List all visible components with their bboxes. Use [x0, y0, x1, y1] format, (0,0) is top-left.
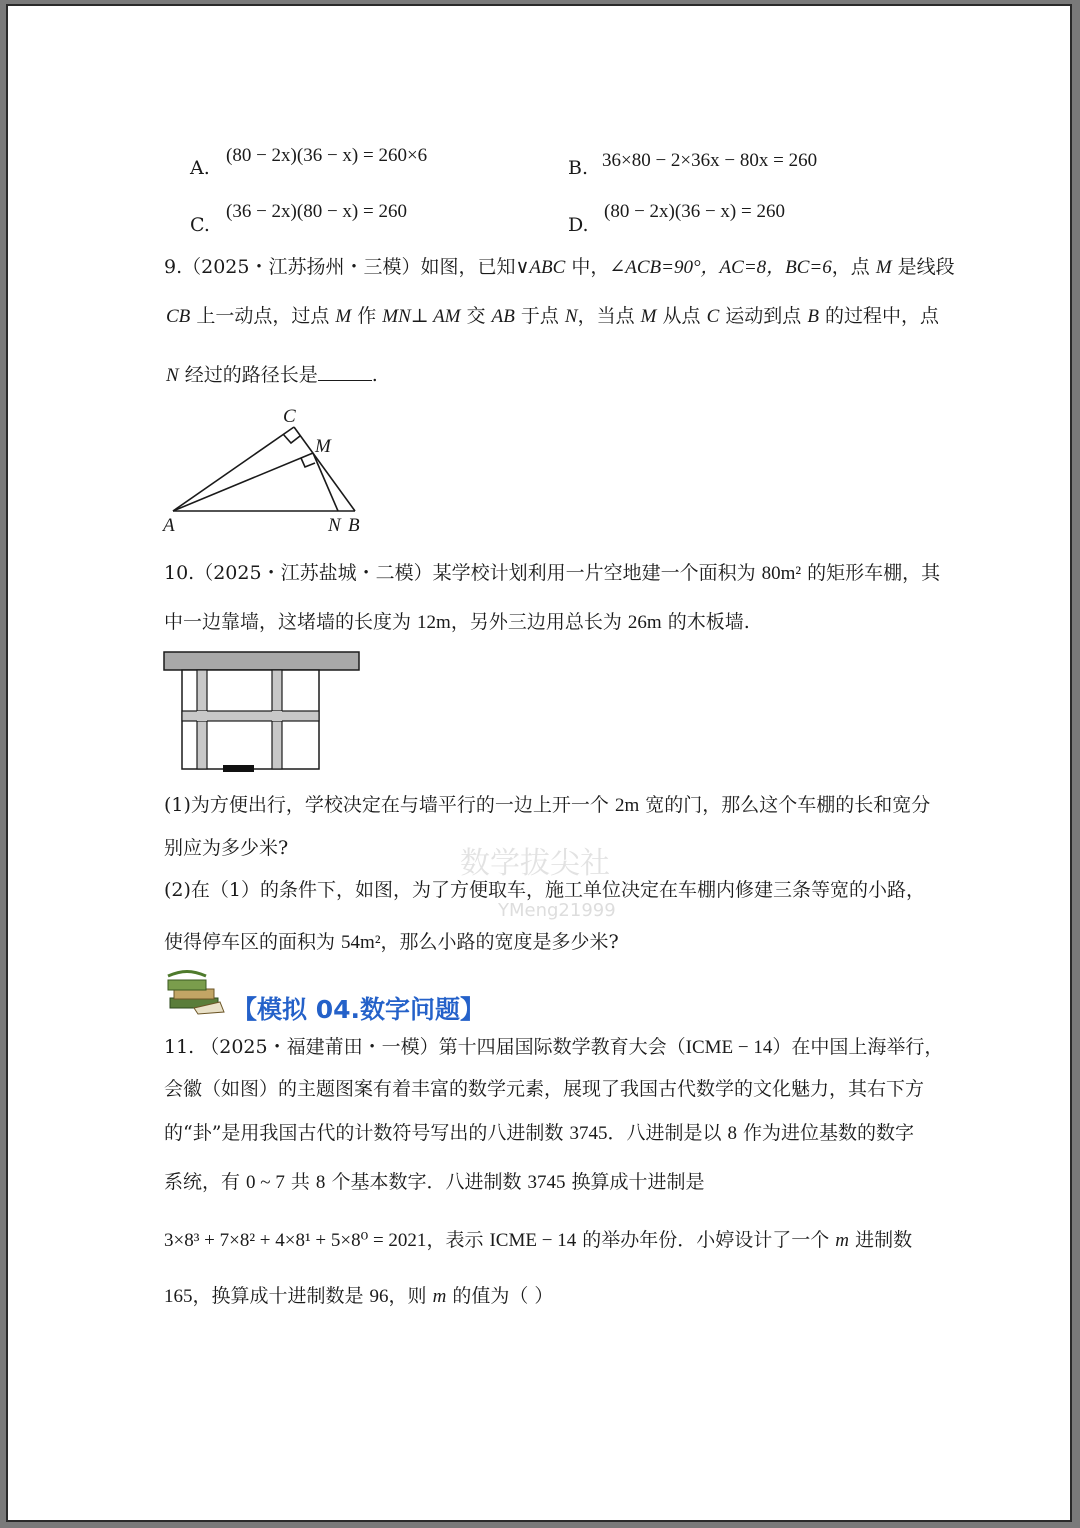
- option-d-letter: D.: [568, 214, 589, 236]
- label-m: M: [315, 436, 331, 457]
- option-a-expression: (80 − 2x)(36 − x) = 260×6: [226, 145, 428, 166]
- question-10-part-1-line-2: 别应为多少米?: [164, 837, 289, 859]
- question-11-line-6: 165，换算成十进制数是 96，则 m 的值为（ ）: [164, 1285, 554, 1307]
- question-10-line-1: 10.（2025・江苏盐城・二模）某学校计划利用一片空地建一个面积为 80m² 的矩形车棚，其: [164, 562, 941, 584]
- question-10-part-2-line-2: 使得停车区的面积为 54m²，那么小路的宽度是多少米?: [164, 931, 619, 953]
- option-a-letter: A.: [190, 157, 210, 179]
- books-icon: [164, 968, 226, 1016]
- triangle-figure: [160, 400, 380, 540]
- question-10-line-2: 中一边靠墙，这堵墙的长度为 12m，另外三边用总长为 26m 的木板墙.: [164, 611, 750, 633]
- label-a: A: [163, 515, 175, 536]
- watermark-text: 数学拔尖社: [460, 846, 610, 881]
- label-c: C: [283, 406, 296, 427]
- question-10-part-2-line-1: (2)在（1）的条件下，如图，为了方便取车，施工单位决定在车棚内修建三条等宽的小路，: [164, 879, 926, 901]
- option-c-expression: (36 − 2x)(80 − x) = 260: [226, 201, 407, 222]
- question-10-part-1-line-1: (1)为方便出行，学校决定在与墙平行的一边上开一个 2m 宽的门，那么这个车棚的长和宽分: [164, 794, 931, 816]
- question-11-line-5: 3×8³ + 7×8² + 4×8¹ + 5×8⁰ = 2021，表示 ICME − 14 的举办年份．小婷设计了一个 m 进制数: [164, 1229, 913, 1251]
- option-b-letter: B.: [568, 157, 589, 179]
- question-11-line-2: 会徽（如图）的主题图案有着丰富的数学元素，展现了我国古代数学的文化魅力，其右下方: [164, 1078, 925, 1100]
- option-d-expression: (80 − 2x)(36 − x) = 260: [604, 201, 785, 222]
- label-b: B: [348, 515, 360, 536]
- question-9-line-1: 9.（2025・江苏扬州・三模）如图，已知∨ABC 中，∠ACB=90°，AC=8，BC=6，点 M 是线段: [164, 256, 955, 278]
- question-9-line-3: N 经过的路径长是 .: [166, 364, 378, 386]
- option-b-expression: 36×80 − 2×36x − 80x = 260: [602, 150, 818, 171]
- question-11-line-4: 系统，有 0 ~ 7 共 8 个基本数字．八进制数 3745 换算成十进制是: [164, 1171, 705, 1193]
- watermark-id: YMeng21999: [498, 900, 616, 921]
- answer-blank: [318, 362, 372, 381]
- section-heading: 【模拟 04.数字问题】: [232, 995, 485, 1024]
- label-n: N: [328, 515, 341, 536]
- question-9-line-2: CB 上一动点，过点 M 作 MN⊥ AM 交 AB 于点 N，当点 M 从点 C 运动到点 B 的过程中，点: [166, 305, 940, 327]
- question-11-line-3: 的“卦”是用我国古代的计数符号写出的八进制数 3745．八进制是以 8 作为进位基数的数字: [164, 1122, 915, 1144]
- carport-figure: [160, 648, 366, 776]
- question-11-line-1: 11. （2025・福建莆田・一模）第十四届国际数学教育大会（ICME − 14）在中国上海举行，: [164, 1036, 944, 1058]
- wall: [164, 652, 359, 670]
- option-c-letter: C.: [190, 214, 210, 236]
- door: [223, 765, 254, 772]
